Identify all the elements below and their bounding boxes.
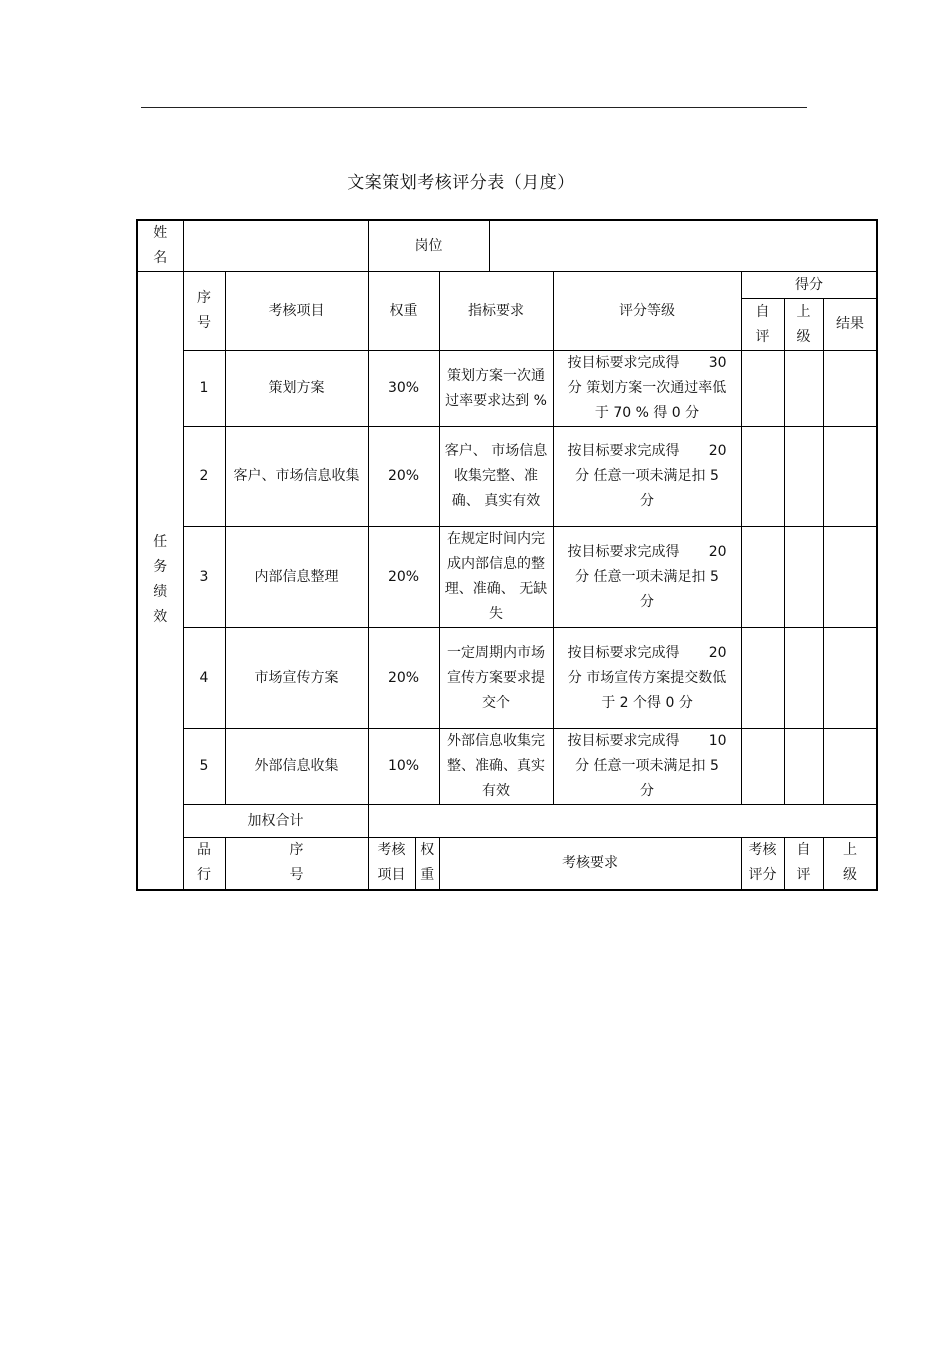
row-weight: 20%: [368, 427, 439, 527]
row-superior-score[interactable]: [784, 729, 823, 805]
position-label: 岗位: [414, 237, 443, 254]
position-value-cell[interactable]: [489, 220, 877, 272]
row-self-score[interactable]: [741, 427, 784, 527]
conduct-header-row: [137, 838, 877, 890]
conduct-section-label-cell: [183, 838, 225, 890]
row-grading: 按目标要求完成得 20 分 市场宣传方案提交数低于 2 个得 0 分: [553, 628, 741, 729]
conduct-col-requirement: 考核要求: [439, 838, 741, 890]
table-row: [137, 351, 877, 427]
task-col-seq: 序号: [183, 272, 225, 351]
task-col-grading: 评分等级: [553, 272, 741, 351]
row-weight: 20%: [368, 527, 439, 628]
row-seq: 4: [183, 628, 225, 729]
table-row: [137, 628, 877, 729]
position-label-cell: [368, 220, 489, 272]
task-section-label: 任务绩效: [153, 534, 168, 626]
row-requirement: 外部信息收集完整、准确、真实有效: [439, 729, 553, 805]
row-self-score[interactable]: [741, 729, 784, 805]
conduct-col-item: 考核项目: [368, 838, 415, 890]
row-requirement: 一定周期内市场宣传方案要求提交个: [439, 628, 553, 729]
table-row: [137, 527, 877, 628]
row-requirement: 客户、 市场信息收集完整、准确、 真实有效: [439, 427, 553, 527]
task-header-row-1: [137, 272, 877, 299]
row-superior-score[interactable]: [784, 427, 823, 527]
row-requirement: 策划方案一次通过率要求达到 %: [439, 351, 553, 427]
row-item: 客户、市场信息收集: [225, 427, 368, 527]
name-value-cell[interactable]: [183, 220, 368, 272]
row-self-score[interactable]: [741, 628, 784, 729]
row-weight: 10%: [368, 729, 439, 805]
row-self-score[interactable]: [741, 527, 784, 628]
header-row: [137, 220, 877, 272]
row-grading: 按目标要求完成得 20 分 任意一项未满足扣 5 分: [553, 527, 741, 628]
name-label: 姓名: [153, 225, 168, 266]
row-seq: 2: [183, 427, 225, 527]
task-col-result: 结果: [823, 299, 877, 351]
task-col-requirement: 指标要求: [439, 272, 553, 351]
table-row: [137, 729, 877, 805]
row-grading: 按目标要求完成得 10 分 任意一项未满足扣 5 分: [553, 729, 741, 805]
weighted-total-label: 加权合计: [183, 805, 368, 838]
row-grading: 按目标要求完成得 20 分 任意一项未满足扣 5 分: [553, 427, 741, 527]
task-col-item: 考核项目: [225, 272, 368, 351]
row-result[interactable]: [823, 427, 877, 527]
row-item: 策划方案: [225, 351, 368, 427]
task-col-score: 得分: [741, 272, 877, 299]
conduct-col-self: 自评: [784, 838, 823, 890]
table-row: [137, 427, 877, 527]
row-grading: 按目标要求完成得 30 分 策划方案一次通过率低于 70 % 得 0 分: [553, 351, 741, 427]
row-result[interactable]: [823, 628, 877, 729]
row-weight: 30%: [368, 351, 439, 427]
row-superior-score[interactable]: [784, 527, 823, 628]
header-rule: [141, 107, 807, 108]
name-label-cell: [137, 220, 183, 272]
task-col-self: 自评: [741, 299, 784, 351]
conduct-col-evaluation: 考核评分: [741, 838, 784, 890]
row-superior-score[interactable]: [784, 351, 823, 427]
row-item: 市场宣传方案: [225, 628, 368, 729]
conduct-section-label: 品行: [196, 842, 211, 884]
task-col-superior: 上级: [784, 299, 823, 351]
row-seq: 3: [183, 527, 225, 628]
document-title: 文案策划考核评分表（月度）: [347, 173, 575, 193]
row-seq: 1: [183, 351, 225, 427]
weighted-total-row: [137, 805, 877, 838]
row-result[interactable]: [823, 351, 877, 427]
conduct-col-seq: 序号: [225, 838, 368, 890]
task-col-weight: 权重: [368, 272, 439, 351]
conduct-col-superior: 上级: [823, 838, 877, 890]
row-weight: 20%: [368, 628, 439, 729]
weighted-total-value[interactable]: [368, 805, 877, 838]
row-item: 外部信息收集: [225, 729, 368, 805]
row-self-score[interactable]: [741, 351, 784, 427]
row-seq: 5: [183, 729, 225, 805]
row-result[interactable]: [823, 729, 877, 805]
row-superior-score[interactable]: [784, 628, 823, 729]
row-result[interactable]: [823, 527, 877, 628]
evaluation-table: [136, 219, 878, 891]
row-requirement: 在规定时间内完成内部信息的整理、准确、 无缺失: [439, 527, 553, 628]
task-section-label-cell: [137, 272, 183, 890]
conduct-col-weight: 权重: [415, 838, 439, 890]
row-item: 内部信息整理: [225, 527, 368, 628]
